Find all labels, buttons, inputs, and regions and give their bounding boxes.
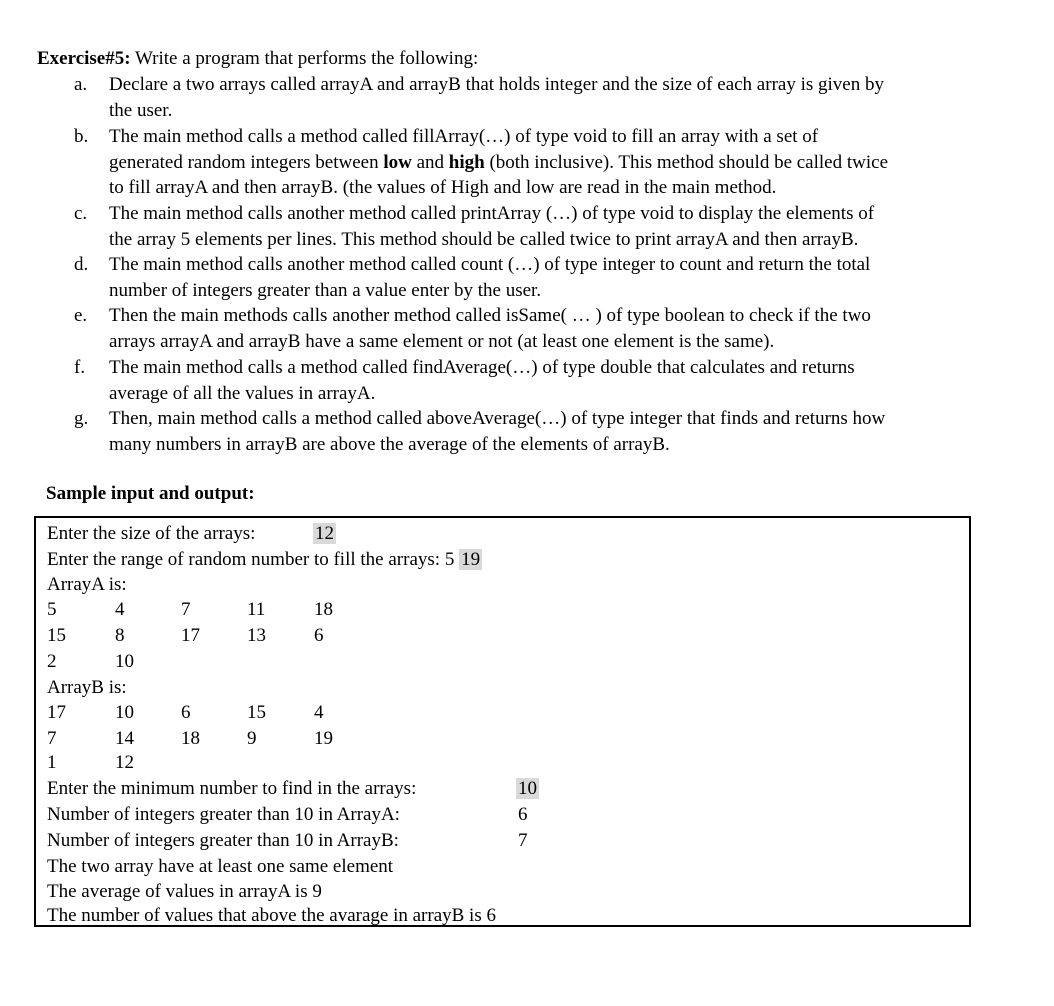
size-value-text: 12	[315, 523, 334, 544]
arrayA-cell: 17	[181, 625, 200, 646]
arrayB-cell: 14	[115, 728, 134, 749]
size-value	[313, 521, 336, 547]
item-line	[109, 150, 888, 176]
keyword-low: low	[383, 151, 412, 173]
item-text	[109, 303, 871, 354]
exercise-label: Exercise#5:	[37, 48, 131, 69]
item-line: the user.	[109, 99, 173, 121]
arrayB-cell: 17	[47, 702, 66, 723]
min-prompt: Enter the minimum number to find in the arrays:	[47, 778, 417, 799]
arrayA-cell: 2	[47, 651, 57, 672]
countA-value: 6	[518, 804, 528, 825]
arrayB-cell: 1	[47, 752, 57, 773]
arrayB-cell: 9	[247, 728, 257, 749]
arrayB-cell: 18	[181, 728, 200, 749]
size-prompt: Enter the size of the arrays:	[47, 523, 256, 544]
range-prompt: Enter the range of random number to fill the arrays:	[47, 549, 441, 570]
item-text	[109, 201, 874, 252]
arrayA-cell: 13	[247, 625, 266, 646]
min-value-text: 10	[518, 778, 537, 799]
item-line: Then, main method calls a method called aboveAverage(…) of type integer that finds and returns how	[109, 408, 886, 429]
arrayB-cell: 10	[115, 702, 134, 723]
arrayB-cell: 6	[181, 702, 191, 723]
item-line: Then the main methods calls another method called isSame( … ) of type boolean to check if the two	[109, 305, 871, 326]
item-text	[109, 252, 870, 303]
arrayB-cell: 7	[47, 728, 57, 749]
arrayB-cell: 15	[247, 702, 266, 723]
item-letter: c.	[74, 203, 88, 224]
item-line	[109, 124, 888, 150]
item-letter: g.	[74, 408, 89, 429]
arrayA-cell: 6	[314, 625, 324, 646]
range-low: 5	[444, 549, 455, 570]
item-line: number of integers greater than a value enter by the user.	[109, 279, 542, 301]
item-line-text: The main method calls a method called fillArray(…) of	[109, 126, 536, 147]
arrayB-cell: 12	[115, 752, 134, 773]
size-prompt-line	[47, 521, 255, 547]
average-message: The average of values in arrayA is 9	[47, 881, 322, 902]
item-letter: a.	[74, 74, 88, 95]
arrayA-cell: 10	[115, 651, 134, 672]
item-letter: d.	[74, 254, 89, 275]
sample-output-box	[34, 516, 971, 927]
above-average-message: The number of values that above the avarage in arrayB is 6	[47, 905, 496, 926]
same-message: The two array have at least one same element	[47, 856, 394, 877]
arrayB-label: ArrayB is:	[47, 677, 127, 698]
item-line: average of all the values in arrayA.	[109, 382, 376, 404]
arrayA-cell: 18	[314, 599, 333, 620]
item-line: to fill arrayA and then arrayB. (the values of High and low are read in the main method.	[109, 177, 777, 198]
item-line: The main method calls another method called count (…) of type integer to count and return the total	[109, 254, 871, 275]
item-line-text: (both inclusive). This method should be called twice	[484, 151, 889, 173]
arrayA-label: ArrayA is:	[47, 574, 127, 595]
item-line: The main method calls a method called findAverage(…) of type double that calculates and returns	[109, 357, 855, 378]
range-high: 19	[461, 549, 481, 570]
arrayA-cell: 11	[247, 599, 266, 620]
item-line-code: type void to fill an array with a set of	[535, 126, 819, 147]
item-letter: f.	[74, 357, 86, 378]
item-text	[109, 355, 855, 406]
item-line: Declare a two arrays called arrayA and arrayB that holds integer and the size of each array is given by	[109, 74, 884, 95]
countB-label: Number of integers greater than 10 in ArrayB:	[47, 830, 399, 851]
item-text	[109, 72, 884, 123]
sample-title: Sample input and output:	[46, 483, 255, 504]
arrayA-cell: 8	[115, 625, 125, 646]
item-line-text: and	[411, 151, 449, 173]
arrayA-cell: 4	[115, 599, 125, 620]
item-letter: b.	[74, 126, 89, 147]
arrayB-cell: 4	[314, 702, 324, 723]
item-line: many numbers in arrayB are above the average of the elements of arrayB.	[109, 433, 670, 455]
countA-label: Number of integers greater than 10 in ArrayA:	[47, 804, 400, 825]
arrayA-cell: 7	[181, 599, 191, 620]
item-text	[109, 406, 885, 457]
range-prompt-line	[47, 547, 482, 573]
min-value	[516, 776, 539, 802]
arrayA-cell: 15	[47, 625, 66, 646]
item-line: the array 5 elements per lines. This method should be called twice to print arrayA and then arrayB.	[109, 228, 859, 250]
item-line: arrays arrayA and arrayB have a same element or not (at least one element is the same).	[109, 330, 775, 352]
arrayB-cell: 19	[314, 728, 333, 749]
arrayA-cell: 5	[47, 599, 57, 620]
exercise-header	[37, 46, 478, 72]
item-text	[109, 124, 888, 201]
keyword-high: high	[448, 151, 485, 173]
countB-value: 7	[518, 830, 528, 851]
exercise-intro: Write a program that performs the following:	[134, 48, 479, 69]
item-line-text: generated random integers between	[109, 151, 384, 173]
item-line: The main method calls another method called printArray (…) of type void to display the elements of	[109, 203, 875, 224]
item-letter: e.	[74, 305, 88, 326]
